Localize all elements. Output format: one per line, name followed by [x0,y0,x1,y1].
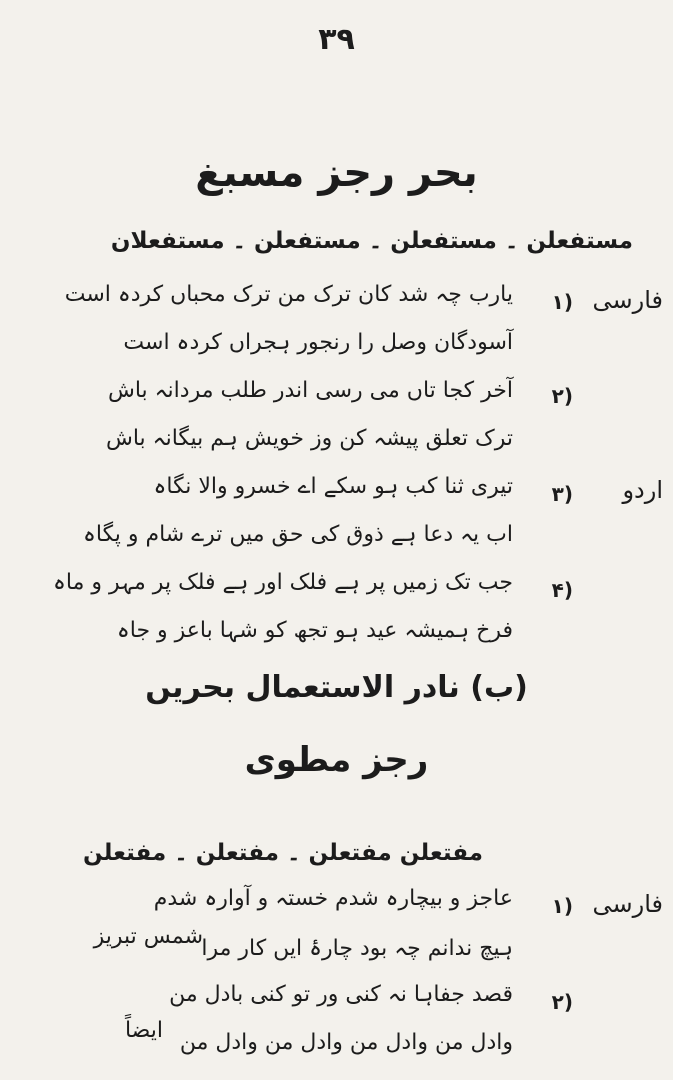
verse-number: (۳ [551,482,573,506]
verse-line: فرخ ہمیشہ عید ہو تجھ کو شہا باعز و جاہ [116,618,513,643]
attribution-note: شمس تبریز [93,924,203,949]
section-title: رجز مطوی [244,740,429,780]
verse-number: (۱ [551,894,573,918]
verse-line: یارب چہ شد کان ترک من ترک محباں کردہ است [64,282,513,307]
verse-line: اب یہ دعا ہے ذوق کی حق میں ترے شام و پگاہ [83,522,513,547]
meter-formula: مستفعلن ۔ مستفعلن ۔ مستفعلن ۔ مستفعلان [110,228,633,254]
section-heading: (ب) نادر الاستعمال بحریں [145,670,528,705]
language-label-urdu: اردو [622,476,663,504]
verse-line: عاجز و بیچارہ شدم خستہ و آوارہ شدم [153,886,513,911]
verse-number: (۴ [551,578,573,602]
verse-line: ہیچ ندانم چہ بود چارۂ ایں کار مرا [201,936,513,961]
verse-line: آسودگان وصل را رنجور ہجراں کردہ است [123,330,513,355]
language-label-farsi: فارسی [592,890,663,918]
verse-line: وادل من وادل من وادل من وادل من [179,1030,513,1055]
attribution-note: ایضاً [124,1018,163,1043]
verse-line: آخر کجا تاں می رسی اندر طلب مردانہ باش [107,378,513,403]
verse-number: (۲ [551,990,573,1014]
section-title: بحر رجز مسبغ [195,150,478,196]
meter-formula: مفتعلن مفتعلن ۔ مفتعلن ۔ مفتعلن [83,840,483,866]
language-label-farsi: فارسی [592,286,663,314]
verse-number: (۱ [551,290,573,314]
verse-line: قصد جفاہا نہ کنی ور تو کنی بادل من [169,982,513,1007]
verse-line: تیری ثنا کب ہو سکے اے خسرو والا نگاہ [153,474,513,499]
verse-line: ترک تعلق پیشہ کن وز خویش ہم بیگانہ باش [106,426,513,451]
verse-line: جب تک زمیں پر ہے فلک اور ہے فلک پر مہر و ماہ [53,570,513,595]
verse-number: (۲ [551,384,573,408]
page-number: ۳۹ [318,22,355,57]
